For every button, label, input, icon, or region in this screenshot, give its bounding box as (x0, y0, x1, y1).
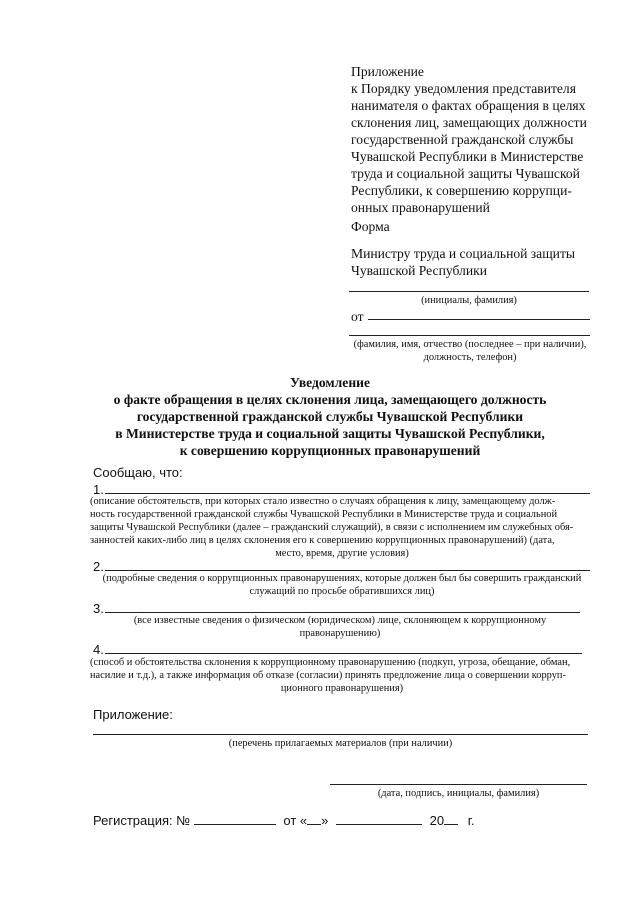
initials-line (349, 291, 589, 292)
caption-line: защиты Чувашской Республики (далее – гражданский служащий), в связи с исполнением им служебных обя- (90, 522, 574, 533)
item-number: 1. (93, 482, 104, 497)
item-4-caption (90, 656, 594, 695)
attachment-caption: (перечень прилагаемых материалов (при наличии) (228, 738, 453, 749)
appendix-line: к Порядку уведомления представителя (351, 81, 576, 96)
registration-year-suffix: г. (467, 813, 475, 828)
registration-close-quote: » (321, 813, 329, 828)
caption-line: ность государственной гражданской службы Чувашской Республики в Министерстве труда и социальной (90, 509, 558, 520)
item-3-caption (100, 614, 580, 640)
form-label: Форма (351, 219, 390, 234)
addressee-block (351, 245, 597, 279)
addressee-line: Чувашской Республики (351, 263, 487, 278)
caption-line: насилие и т.д.), а также информация об отказе (согласии) принять предложение лица о совершении корруп- (90, 670, 566, 681)
item-number: 3. (93, 601, 104, 616)
item-number: 2. (93, 559, 104, 574)
sender-caption-line: (фамилия, имя, отчество (последнее – при наличии), (353, 339, 587, 350)
caption-line: (подробные сведения о коррупционных правонарушениях, которые должен был бы совершить гражданский (102, 573, 582, 584)
from-label: от (351, 309, 364, 324)
notice-title: Уведомление (289, 375, 371, 390)
registration-label: Регистрация: № (93, 813, 191, 828)
item-3-line (105, 612, 580, 613)
appendix-line: нанимателя о фактах обращения в целях (351, 98, 586, 113)
appendix-line: труда и социальной защиты Чувашской (351, 166, 580, 181)
registration-year-prefix: 20 (429, 813, 445, 828)
appendix-title: Приложение (351, 64, 424, 79)
notice-subtitle-line: государственной гражданской службы Чувашской Республики (136, 409, 524, 424)
caption-line: правонарушению) (299, 628, 381, 639)
appendix-line: склонения лиц, замещающих должности (351, 115, 587, 130)
registration-row (93, 812, 475, 829)
registration-month-field (336, 812, 422, 825)
caption-line: (описание обстоятельств, при которых стало известно о случаях обращения к лицу, замещающему долж- (90, 496, 556, 507)
caption-line: служащий по просьбе обратившихся лиц) (249, 586, 435, 597)
signature-line (330, 784, 587, 785)
item-4-line (105, 653, 582, 654)
appendix-line: Чувашской Республики в Министерстве (351, 149, 584, 164)
registration-number-field (194, 812, 276, 825)
attachment-line (93, 734, 588, 735)
from-line-1 (368, 319, 590, 320)
caption-line: ционного правонарушения) (280, 683, 404, 694)
notice-subtitle-line: о факте обращения в целях склонения лица, замещающего должность (113, 392, 547, 407)
item-1-caption (90, 495, 594, 560)
item-2-caption (90, 572, 594, 598)
item-1-line (105, 493, 590, 494)
appendix-line: Республики, к совершению коррупци- (351, 183, 572, 198)
from-line-2 (349, 335, 590, 336)
initials-caption: (инициалы, фамилия) (421, 295, 517, 306)
caption-line: (все известные сведения о физическом (юридическом) лице, склоняющем к коррупционному (133, 615, 547, 626)
notice-subtitle-line: в Министерстве труда и социальной защиты Чувашской Республики, (115, 426, 545, 441)
item-number: 4. (93, 642, 104, 657)
caption-line: место, время, другие условия) (275, 548, 409, 559)
notice-subtitle-line: к совершению коррупционных правонарушений (179, 443, 481, 458)
sender-caption (345, 338, 595, 364)
sender-caption-line: должность, телефон) (423, 352, 517, 363)
registration-year-field (444, 812, 458, 825)
appendix-line: государственной гражданской службы (351, 132, 574, 147)
attachment-label: Приложение: (93, 707, 173, 722)
notice-heading (60, 374, 600, 459)
registration-from: от « (283, 813, 308, 828)
caption-line: (способ и обстоятельства склонения к коррупционному правонарушению (подкуп, угроза, обещание, обман, (90, 657, 571, 668)
appendix-block (351, 63, 597, 216)
intro-text: Сообщаю, что: (93, 465, 183, 480)
appendix-line: онных правонарушений (351, 200, 490, 215)
addressee-line: Министру труда и социальной защиты (351, 246, 576, 261)
signature-caption: (дата, подпись, инициалы, фамилия) (377, 788, 540, 799)
registration-day-field (307, 812, 321, 825)
caption-line: занностей каких-либо лиц в целях склонения его к совершению коррупционных правонарушений) (дата, (90, 535, 555, 546)
item-2-line (105, 570, 590, 571)
